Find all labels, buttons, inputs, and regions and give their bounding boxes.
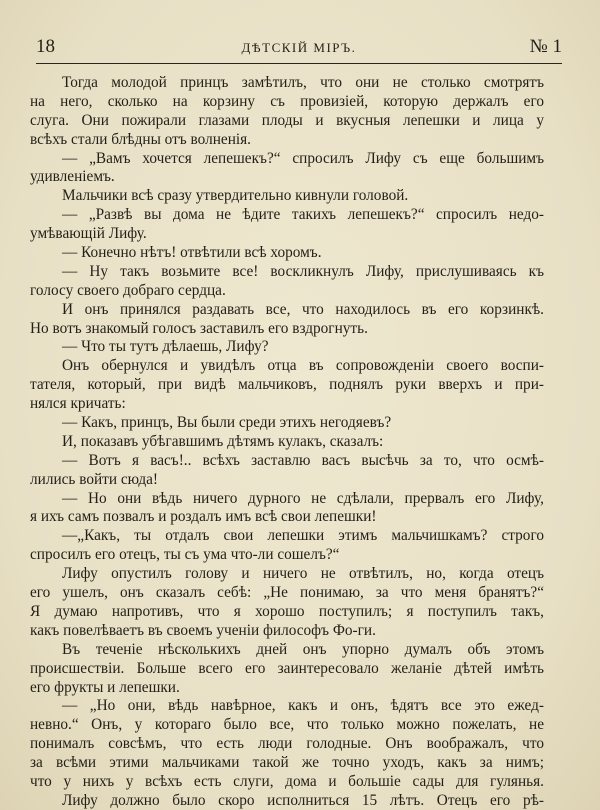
text-line: слуга. Они пожирали глазами плоды и вкусныя лепешки и лица у (30, 111, 544, 129)
text-line: — Вотъ я васъ!.. всѣхъ заставлю васъ высѣчь за то, что осмѣ- (62, 451, 544, 469)
text-line: лились войти сюда! (30, 470, 158, 488)
text-line: какъ повелѣваетъ въ своемъ ученіи философъ Фо-ги. (30, 621, 376, 639)
text-line: — Но они вѣдь ничего дурного не сдѣлали, прервалъ его Лифу, (62, 489, 544, 507)
text-line: его фрукты и лепешки. (30, 678, 180, 696)
text-line: — „Вамъ хочется лепешекъ?“ спросилъ Лифу съ еще большимъ (62, 149, 544, 167)
issue-number: № 1 (529, 36, 562, 57)
text-line: Но вотъ знакомый голосъ заставилъ его вздрогнуть. (30, 319, 368, 337)
text-line: его ушелъ, онъ сказалъ себѣ: „Не понимаю, за что меня бранятъ?“ (30, 584, 544, 602)
text-line: на него, сколько на корзину съ провизіей, которую держалъ его (30, 92, 544, 110)
text-line: — Конечно нѣтъ! отвѣтили всѣ хоромъ. (62, 244, 322, 262)
text-line: — „Развѣ вы дома не ѣдите такихъ лепешекъ?“ спросилъ недо- (62, 206, 544, 224)
text-line: Мальчики всѣ сразу утвердительно кивнули головой. (62, 187, 409, 205)
header-rule (36, 63, 562, 64)
text-line: Лифу должно было скоро исполниться 15 лѣтъ. Отецъ его рѣ- (62, 791, 544, 809)
text-line: —„Какъ, ты отдалъ свои лепешки этимъ мальчишкамъ? строго (62, 527, 544, 545)
text-line: И, показавъ убѣгавшимъ дѣтямъ кулакъ, сказалъ: (62, 432, 384, 450)
text-line: что у нихъ у всѣхъ есть слуги, дома и большіе сады для гулянья. (30, 772, 544, 790)
text-line: за всѣми этими мальчиками такой же точно уходъ, какъ за нимъ; (30, 754, 544, 772)
text-line: голосу своего добраго сердца. (30, 281, 226, 299)
text-line: — „Но они, вѣдь навѣрное, какъ и онъ, ѣдятъ все это ежед- (62, 697, 544, 715)
text-line: спросилъ его отецъ, ты съ ума что-ли сошелъ?“ (30, 546, 340, 564)
text-line: удивленіемъ. (30, 168, 115, 186)
text-line: И онъ принялся раздавать все, что находилось въ его корзинкѣ. (62, 300, 544, 318)
body-text (30, 74, 544, 810)
text-line: всѣхъ стали блѣдны отъ волненія. (30, 130, 252, 148)
text-line: происшествіи. Больше всего его заинтересовало желаніе дѣтей имѣть (30, 659, 544, 677)
text-line: я ихъ самъ позвалъ и роздалъ имъ всѣ свои лепешки! (30, 508, 377, 526)
text-line: Онъ обернулся и увидѣлъ отца въ сопровожденіи своего воспи- (62, 357, 544, 375)
text-line: умѣвающій Лифу. (30, 225, 147, 243)
page-header (36, 36, 562, 62)
journal-title: ДѢТСКІЙ МІРЪ. (241, 40, 357, 55)
text-line: Я думаю напротивъ, что я хорошо поступилъ; я поступилъ такъ, (30, 602, 544, 620)
text-line: понималъ совсѣмъ, что есть люди голодные. Онъ воображалъ, что (30, 735, 544, 753)
text-line: Тогда молодой принцъ замѣтилъ, что они не столько смотрятъ (62, 74, 544, 91)
text-line: — Что ты тутъ дѣлаешь, Лифу? (62, 338, 269, 356)
text-line: невно.“ Онъ, у котораго было все, что только можно пожелать, не (30, 716, 544, 734)
page-number: 18 (36, 36, 55, 57)
text-line: нялся кричать: (30, 395, 126, 413)
text-line: — Какъ, принцъ, Вы были среди этихъ негодяевъ? (62, 414, 392, 432)
text-line: — Ну такъ возьмите все! воскликнулъ Лифу, прислушиваясь къ (62, 262, 544, 280)
text-line: Въ теченіе нѣсколькихъ дней онъ упорно думалъ объ этомъ (62, 640, 544, 658)
text-line: Лифу опустилъ голову и ничего не отвѣтилъ, но, когда отецъ (62, 565, 544, 583)
text-line: тателя, который, при видѣ мальчиковъ, поднялъ руки вверхъ и при- (30, 376, 544, 394)
